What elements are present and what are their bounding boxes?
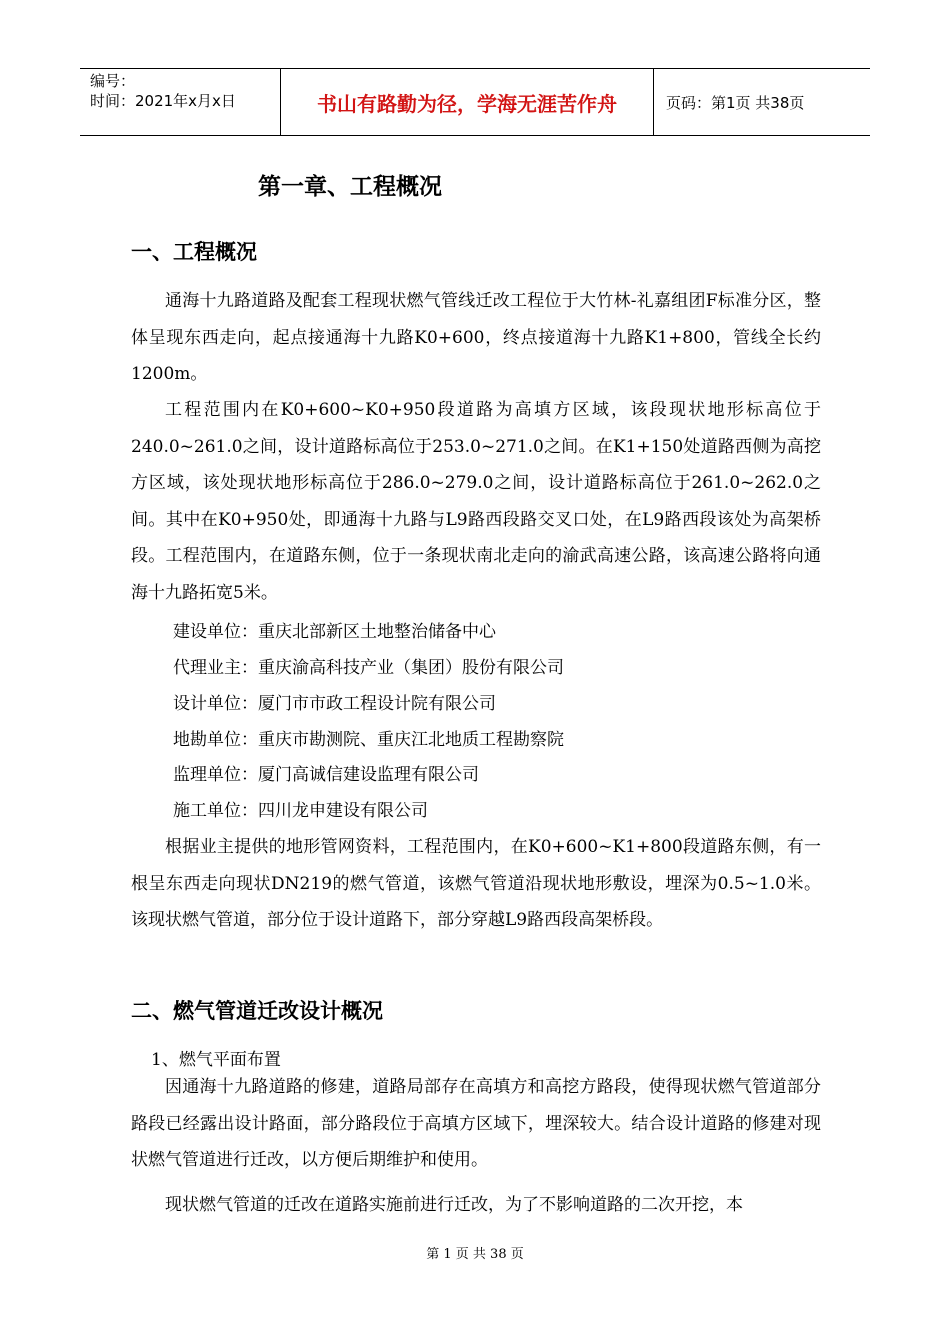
chapter-title: 第一章、工程概况 — [258, 174, 442, 200]
page-footer: 第 1 页 共 38 页 — [426, 1247, 524, 1262]
header-meta — [80, 69, 281, 135]
unit-line: 施工单位：四川龙申建设有限公司 — [173, 801, 428, 821]
unit-line: 地勘单位：重庆市勘测院、重庆江北地质工程勘察院 — [173, 730, 564, 750]
paragraph: 通海十九路道路及配套工程现状燃气管线迁改工程位于大竹林-礼嘉组团F标准分区，整体呈现东西走向，起点接通海十九路K0+600，终点接道海十九路K1+800，管线全长约1200m。 — [131, 291, 821, 385]
paragraph: 因通海十九路道路的修建，道路局部存在高填方和高挖方路段，使得现状燃气管道部分路段已经露出设计路面，部分路段位于高填方区域下，埋深较大。结合设计道路的修建对现状燃气管道进行迁改，以方便后期维护和使用。 — [131, 1077, 821, 1171]
header-page-label: 页码：第1页 共38页 — [666, 93, 805, 112]
unit-line: 监理单位：厦门高诚信建设监理有限公司 — [173, 765, 479, 785]
paragraph: 现状燃气管道的迁改在道路实施前进行迁改，为了不影响道路的二次开挖，本 — [165, 1195, 743, 1215]
document-header — [80, 68, 870, 136]
section-title-1: 一、工程概况 — [131, 240, 257, 264]
header-motto: 书山有路勤为径，学海无涯苦作舟 — [281, 69, 654, 135]
unit-line: 设计单位：厦门市市政工程设计院有限公司 — [173, 694, 496, 714]
unit-line: 建设单位：重庆北部新区土地整治储备中心 — [173, 622, 496, 642]
section-title-2: 二、燃气管道迁改设计概况 — [131, 999, 383, 1023]
time-label: 时间：2021年x月x日 — [90, 92, 236, 110]
unit-line: 代理业主：重庆渝高科技产业（集团）股份有限公司 — [173, 658, 564, 678]
number-label: 编号： — [90, 72, 136, 90]
paragraph: 工程范围内在K0+600~K0+950段道路为高填方区域，该段现状地形标高位于240.0~261.0之间，设计道路标高位于253.0~271.0之间。在K1+150处道路西侧为高挖方区域，该处现状地形标高位于286.0~279.0之间，设计道路标高位于261.0~262.0之间。其中在K0+950处，即通海十九路与L9路西段路交叉口处，在L9路西段该处为高架桥段。工程范围内，在道路东侧，位于一条现状南北走向的渝武高速公路，该高速公路将向通海十九路拓宽5米。 — [131, 400, 821, 603]
paragraph: 根据业主提供的地形管网资料，工程范围内，在K0+600~K1+800段道路东侧，有一根呈东西走向现状DN219的燃气管道，该燃气管道沿现状地形敷设，埋深为0.5~1.0米。该现状燃气管道，部分位于设计道路下，部分穿越L9路西段高架桥段。 — [131, 837, 821, 931]
subsection-title: 1、燃气平面布置 — [151, 1050, 281, 1070]
